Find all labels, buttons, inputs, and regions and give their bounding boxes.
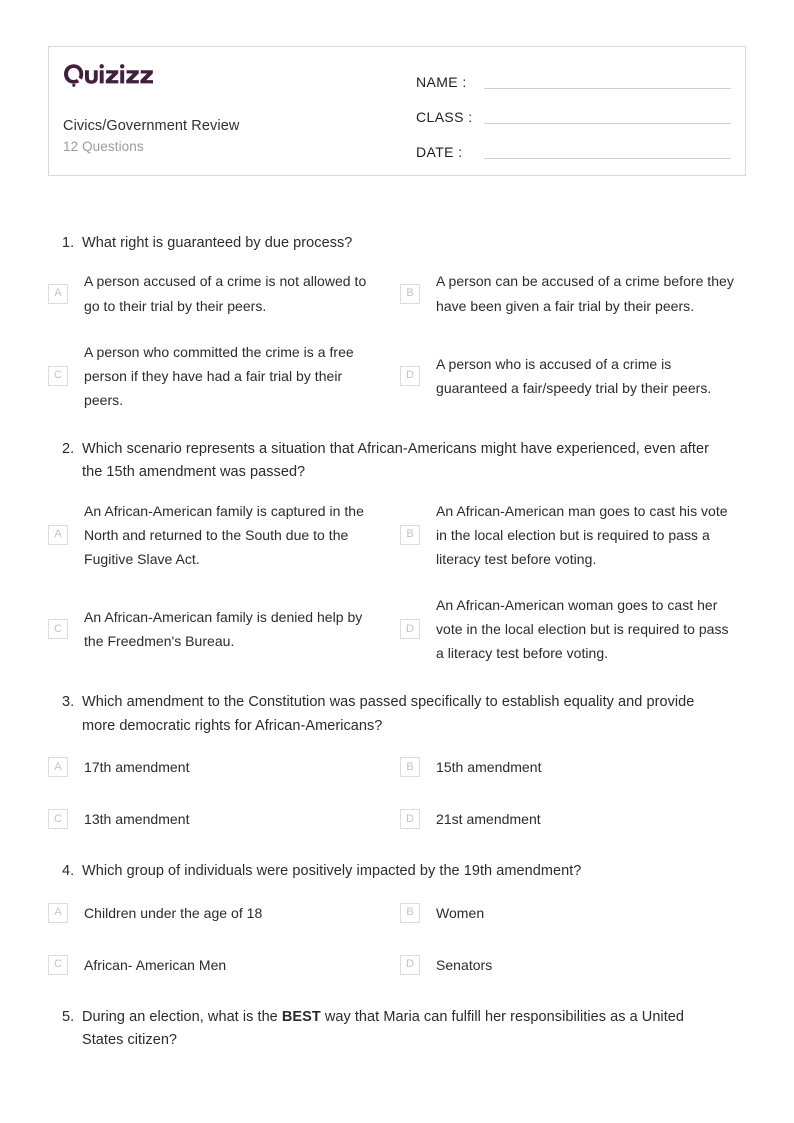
answer-options xyxy=(48,752,746,834)
option-letter-badge: B xyxy=(400,284,420,304)
question-header xyxy=(48,438,746,485)
answer-option-a[interactable] xyxy=(48,898,397,928)
option-text: African- American Men xyxy=(84,956,227,973)
option-letter-badge: C xyxy=(48,955,68,975)
option-letter-badge: D xyxy=(400,809,420,829)
question-block xyxy=(0,691,794,834)
worksheet-header-card xyxy=(48,46,746,176)
option-letter-badge: C xyxy=(48,366,68,386)
option-letter-badge: B xyxy=(400,525,420,545)
answer-option-a[interactable] xyxy=(48,269,397,317)
answer-option-d[interactable] xyxy=(397,593,746,665)
answer-option-b[interactable] xyxy=(397,499,746,571)
answer-option-d[interactable] xyxy=(397,804,746,834)
option-text: 15th amendment xyxy=(436,759,542,776)
name-label: NAME : xyxy=(416,74,467,90)
option-text: A person who committed the crime is a free person if they have had a fair trial by their peers. xyxy=(84,343,354,408)
answer-option-d[interactable] xyxy=(397,950,746,980)
answer-options xyxy=(48,269,746,411)
option-text: A person who is accused of a crime is guaranteed a fair/speedy trial by their peers. xyxy=(436,355,712,396)
quiz-meta xyxy=(63,116,404,175)
question-header xyxy=(48,1006,746,1053)
question-block xyxy=(0,1006,794,1053)
answer-option-d[interactable] xyxy=(397,340,746,412)
option-letter-badge: C xyxy=(48,619,68,639)
option-letter-badge: B xyxy=(400,757,420,777)
question-header xyxy=(48,691,746,738)
option-text: A person can be accused of a crime before they have been given a fair trial by their peers. xyxy=(436,273,734,314)
quizizz-logo xyxy=(63,63,404,89)
option-text: Senators xyxy=(436,956,493,973)
option-letter-badge: D xyxy=(400,955,420,975)
answer-option-c[interactable] xyxy=(48,950,397,980)
option-text: 13th amendment xyxy=(84,811,190,828)
question-number: 5. xyxy=(62,1008,75,1025)
option-letter-badge: C xyxy=(48,809,68,829)
class-input[interactable] xyxy=(484,107,731,124)
answer-option-c[interactable] xyxy=(48,340,397,412)
option-letter-badge: A xyxy=(48,757,68,777)
name-field-row xyxy=(416,67,731,89)
option-text: Women xyxy=(436,904,485,921)
question-number: 1. xyxy=(62,235,75,251)
answer-option-c[interactable] xyxy=(48,593,397,665)
option-text: An African-American man goes to cast his vote in the local election but is required to pass a literacy test before voting. xyxy=(436,502,728,567)
question-header xyxy=(48,860,746,883)
answer-options xyxy=(48,499,746,665)
question-header xyxy=(48,232,746,255)
answer-option-b[interactable] xyxy=(397,898,746,928)
option-letter-badge: B xyxy=(400,903,420,923)
date-input[interactable] xyxy=(484,142,731,159)
option-text: An African-American family is captured in the North and returned to the South due to the Fugitive Slave Act. xyxy=(84,502,364,567)
option-letter-badge: D xyxy=(400,619,420,639)
question-block xyxy=(0,232,794,412)
question-text: Which group of individuals were positively impacted by the 19th amendment? xyxy=(82,863,582,880)
question-number: 3. xyxy=(62,694,75,711)
class-label: CLASS : xyxy=(416,109,473,125)
question-text: Which scenario represents a situation that African-Americans might have experienced, even after the 15th amendment was passed? xyxy=(82,440,709,481)
option-letter-badge: A xyxy=(48,903,68,923)
option-text: 17th amendment xyxy=(84,759,190,776)
question-text: What right is guaranteed by due process? xyxy=(82,235,353,251)
question-text: During an election, what is the BEST way that Maria can fulfill her responsibilities as a United States citizen? xyxy=(82,1008,685,1049)
header-left-panel xyxy=(49,47,404,175)
answer-options xyxy=(48,898,746,980)
question-block xyxy=(0,860,794,979)
option-letter-badge: A xyxy=(48,284,68,304)
option-text: An African-American family is denied help by the Freedmen's Bureau. xyxy=(84,609,363,650)
questions-list xyxy=(0,232,794,1053)
option-letter-badge: D xyxy=(400,366,420,386)
question-number: 2. xyxy=(62,440,75,457)
question-count: 12 Questions xyxy=(63,138,144,154)
answer-option-b[interactable] xyxy=(397,752,746,782)
quizizz-logo-icon xyxy=(63,63,159,87)
name-input[interactable] xyxy=(484,72,731,89)
question-number: 4. xyxy=(62,863,75,880)
class-field-row xyxy=(416,102,731,124)
answer-option-b[interactable] xyxy=(397,269,746,317)
option-text: A person accused of a crime is not allowed to go to their trial by their peers. xyxy=(84,273,367,314)
option-letter-badge: A xyxy=(48,525,68,545)
question-text: Which amendment to the Constitution was passed specifically to establish equality and provide more democratic rights for African-Americans? xyxy=(82,694,695,734)
answer-option-a[interactable] xyxy=(48,499,397,571)
page-title: Civics/Government Review xyxy=(63,117,240,134)
date-field-row xyxy=(416,137,731,159)
option-text: 21st amendment xyxy=(436,811,541,828)
answer-option-a[interactable] xyxy=(48,752,397,782)
student-info-fields xyxy=(404,47,745,175)
question-block xyxy=(0,438,794,665)
date-label: DATE : xyxy=(416,144,463,160)
option-text: Children under the age of 18 xyxy=(84,904,263,921)
option-text: An African-American woman goes to cast her vote in the local election but is required to pass a literacy test before voting. xyxy=(436,597,729,662)
answer-option-c[interactable] xyxy=(48,804,397,834)
